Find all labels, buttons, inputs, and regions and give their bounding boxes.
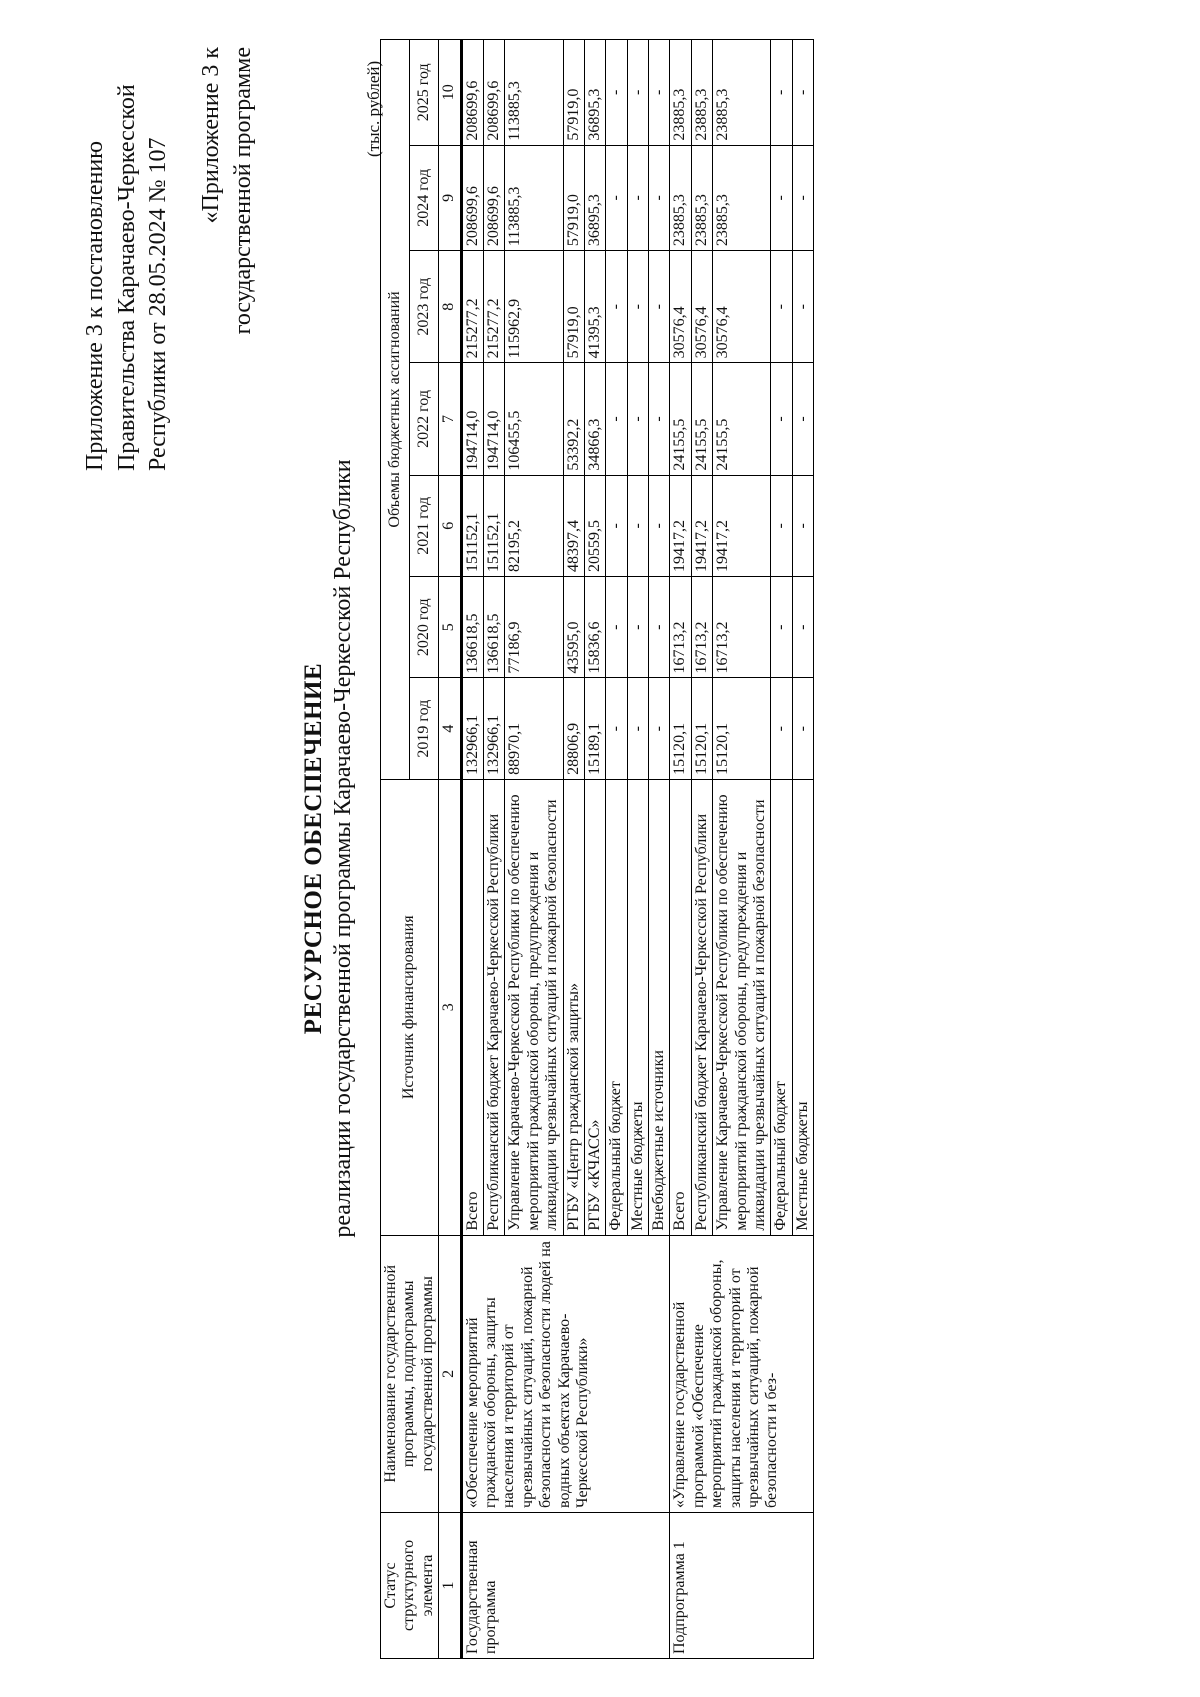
value-cell: 23885,3 (713, 145, 771, 250)
source-cell: Управление Карачаево-Черкесской Республики по обеспечению мероприятий гражданской обороны, предупреждения и ликвидации чрезвычайных ситуаций и пожарной безопасности (713, 779, 771, 1235)
source-cell: Федеральный бюджет (771, 779, 792, 1235)
value-cell: 24155,5 (670, 363, 691, 475)
appendix-line: «Приложение 3 к (198, 47, 224, 224)
value-cell: 30576,4 (691, 251, 712, 363)
status-cell: Подпрограмма 1 (670, 1512, 814, 1658)
value-cell: 136618,5 (461, 577, 483, 678)
source-cell: РГБУ «КЧАСС» (584, 779, 605, 1235)
value-cell: - (771, 475, 792, 576)
value-cell: - (606, 577, 627, 678)
value-cell: - (792, 475, 813, 576)
value-cell: 15120,1 (713, 678, 771, 779)
column-number: 10 (439, 40, 461, 146)
column-number: 7 (439, 363, 461, 475)
value-cell: 106455,5 (505, 363, 563, 475)
value-cell: - (792, 577, 813, 678)
value-cell: 15120,1 (670, 678, 691, 779)
value-cell: 16713,2 (691, 577, 712, 678)
table-header-row (381, 40, 410, 1659)
column-number: 2 (439, 1235, 461, 1512)
header-line: Правительства Карачаево-Черкесской (113, 84, 140, 471)
value-cell: 53392,2 (563, 363, 584, 475)
table-row (461, 40, 483, 1659)
column-number: 9 (439, 145, 461, 250)
value-cell: 194714,0 (461, 363, 483, 475)
source-cell: Внебюджетные источники (649, 779, 670, 1235)
column-number: 1 (439, 1512, 461, 1658)
appendix-line: государственной программе (230, 47, 257, 335)
column-number: 5 (439, 577, 461, 678)
value-cell: 34866,3 (584, 363, 605, 475)
source-cell: РГБУ «Центр гражданской защиты» (563, 779, 584, 1235)
header-program-name: Наименование государственной программы, подпрограммы государственной программы (381, 1235, 439, 1512)
value-cell: 57919,0 (563, 145, 584, 250)
resource-table (380, 39, 814, 1659)
column-number: 3 (439, 779, 461, 1235)
value-cell: - (606, 40, 627, 146)
value-cell: - (649, 251, 670, 363)
value-cell: - (606, 475, 627, 576)
value-cell: - (771, 40, 792, 146)
value-cell: - (649, 40, 670, 146)
value-cell: - (606, 678, 627, 779)
value-cell: - (649, 363, 670, 475)
program-name-cell: «Обеспечение мероприятий гражданской обороны, защиты населения и территорий от чрезвычайных ситуаций, пожарной безопасности и безопасности людей на водных объектах Карачаево-Черкесской Республики» (461, 1235, 670, 1512)
value-cell: 113885,3 (505, 40, 563, 146)
value-cell: 43595,0 (563, 577, 584, 678)
value-cell: - (771, 678, 792, 779)
units-label: (тыс. рублей) (364, 60, 383, 157)
value-cell: - (792, 40, 813, 146)
value-cell: 30576,4 (670, 251, 691, 363)
value-cell: 23885,3 (691, 145, 712, 250)
value-cell: 136618,5 (483, 577, 504, 678)
value-cell: - (606, 145, 627, 250)
value-cell: - (771, 251, 792, 363)
value-cell: 41395,3 (584, 251, 605, 363)
source-cell: Республиканский бюджет Карачаево-Черкесской Республики (483, 779, 504, 1235)
value-cell: - (792, 145, 813, 250)
column-number: 4 (439, 678, 461, 779)
resolution-header (80, 51, 175, 471)
year-cell: 2021 год (410, 475, 439, 576)
value-cell: 15836,6 (584, 577, 605, 678)
value-cell: 151152,1 (483, 475, 504, 576)
source-cell: Всего (670, 779, 691, 1235)
value-cell: 88970,1 (505, 678, 563, 779)
value-cell: - (627, 678, 648, 779)
value-cell: 36895,3 (584, 145, 605, 250)
value-cell: 132966,1 (461, 678, 483, 779)
value-cell: 82195,2 (505, 475, 563, 576)
value-cell: 132966,1 (483, 678, 504, 779)
value-cell: 24155,5 (691, 363, 712, 475)
year-cell: 2023 год (410, 251, 439, 363)
document-subtitle: реализации государственной программы Карачаево-Черкесской Республики (330, 459, 356, 1238)
value-cell: 151152,1 (461, 475, 483, 576)
source-cell: Всего (461, 779, 483, 1235)
value-cell: 28806,9 (563, 678, 584, 779)
year-cell: 2019 год (410, 678, 439, 779)
header-line: Республики от 28.05.2024 № 107 (145, 137, 172, 471)
value-cell: 57919,0 (563, 251, 584, 363)
program-name-cell: «Управление государственной программой «Обеспечение мероприятий гражданской обороны, защиты населения и территорий от чрезвычайных ситуаций, пожарной безопасности и без- (670, 1235, 814, 1512)
header-status: Статус структурного элемента (381, 1512, 439, 1658)
value-cell: - (649, 475, 670, 576)
value-cell: 24155,5 (713, 363, 771, 475)
value-cell: 23885,3 (670, 145, 691, 250)
value-cell: - (649, 678, 670, 779)
value-cell: - (627, 145, 648, 250)
value-cell: 19417,2 (713, 475, 771, 576)
appendix-note (195, 47, 260, 377)
value-cell: 215277,2 (461, 251, 483, 363)
year-cell: 2025 год (410, 40, 439, 146)
column-number: 8 (439, 251, 461, 363)
value-cell: 23885,3 (670, 40, 691, 146)
value-cell: 16713,2 (713, 577, 771, 678)
value-cell: - (627, 475, 648, 576)
source-cell: Федеральный бюджет (606, 779, 627, 1235)
value-cell: 36895,3 (584, 40, 605, 146)
value-cell: - (792, 678, 813, 779)
value-cell: 208699,6 (461, 40, 483, 146)
value-cell: - (606, 363, 627, 475)
value-cell: - (627, 251, 648, 363)
header-volumes: Объемы бюджетных ассигнований (381, 40, 410, 780)
year-cell: 2022 год (410, 363, 439, 475)
value-cell: 57919,0 (563, 40, 584, 146)
year-cell: 2024 год (410, 145, 439, 250)
value-cell: 194714,0 (483, 363, 504, 475)
header-source: Источник финансирования (381, 779, 439, 1235)
value-cell: - (771, 363, 792, 475)
value-cell: 20559,5 (584, 475, 605, 576)
source-cell: Местные бюджеты (627, 779, 648, 1235)
value-cell: 77186,9 (505, 577, 563, 678)
table-row (670, 40, 691, 1659)
column-number-row (439, 40, 461, 1659)
value-cell: - (606, 251, 627, 363)
value-cell: 15189,1 (584, 678, 605, 779)
source-cell: Местные бюджеты (792, 779, 813, 1235)
value-cell: - (771, 145, 792, 250)
value-cell: - (792, 251, 813, 363)
value-cell: 215277,2 (483, 251, 504, 363)
source-cell: Управление Карачаево-Черкесской Республики по обеспечению мероприятий гражданской обороны, предупреждения и ликвидации чрезвычайных ситуаций и пожарной безопасности (505, 779, 563, 1235)
value-cell: 23885,3 (691, 40, 712, 146)
value-cell: - (649, 145, 670, 250)
value-cell: 208699,6 (461, 145, 483, 250)
value-cell: - (627, 577, 648, 678)
document-title: РЕСУРСНОЕ ОБЕСПЕЧЕНИЕ (300, 662, 327, 1035)
source-cell: Республиканский бюджет Карачаево-Черкесской Республики (691, 779, 712, 1235)
value-cell: 208699,6 (483, 40, 504, 146)
value-cell: 15120,1 (691, 678, 712, 779)
year-cell: 2020 год (410, 577, 439, 678)
value-cell: 19417,2 (691, 475, 712, 576)
value-cell: 30576,4 (713, 251, 771, 363)
value-cell: 113885,3 (505, 145, 563, 250)
status-cell: Государственная программа (461, 1512, 670, 1658)
value-cell: 115962,9 (505, 251, 563, 363)
value-cell: - (649, 577, 670, 678)
value-cell: - (627, 363, 648, 475)
value-cell: - (627, 40, 648, 146)
value-cell: 48397,4 (563, 475, 584, 576)
value-cell: 23885,3 (713, 40, 771, 146)
value-cell: 16713,2 (670, 577, 691, 678)
value-cell: 208699,6 (483, 145, 504, 250)
value-cell: 19417,2 (670, 475, 691, 576)
header-line: Приложение 3 к постановлению (82, 140, 108, 471)
column-number: 6 (439, 475, 461, 576)
value-cell: - (771, 577, 792, 678)
value-cell: - (792, 363, 813, 475)
